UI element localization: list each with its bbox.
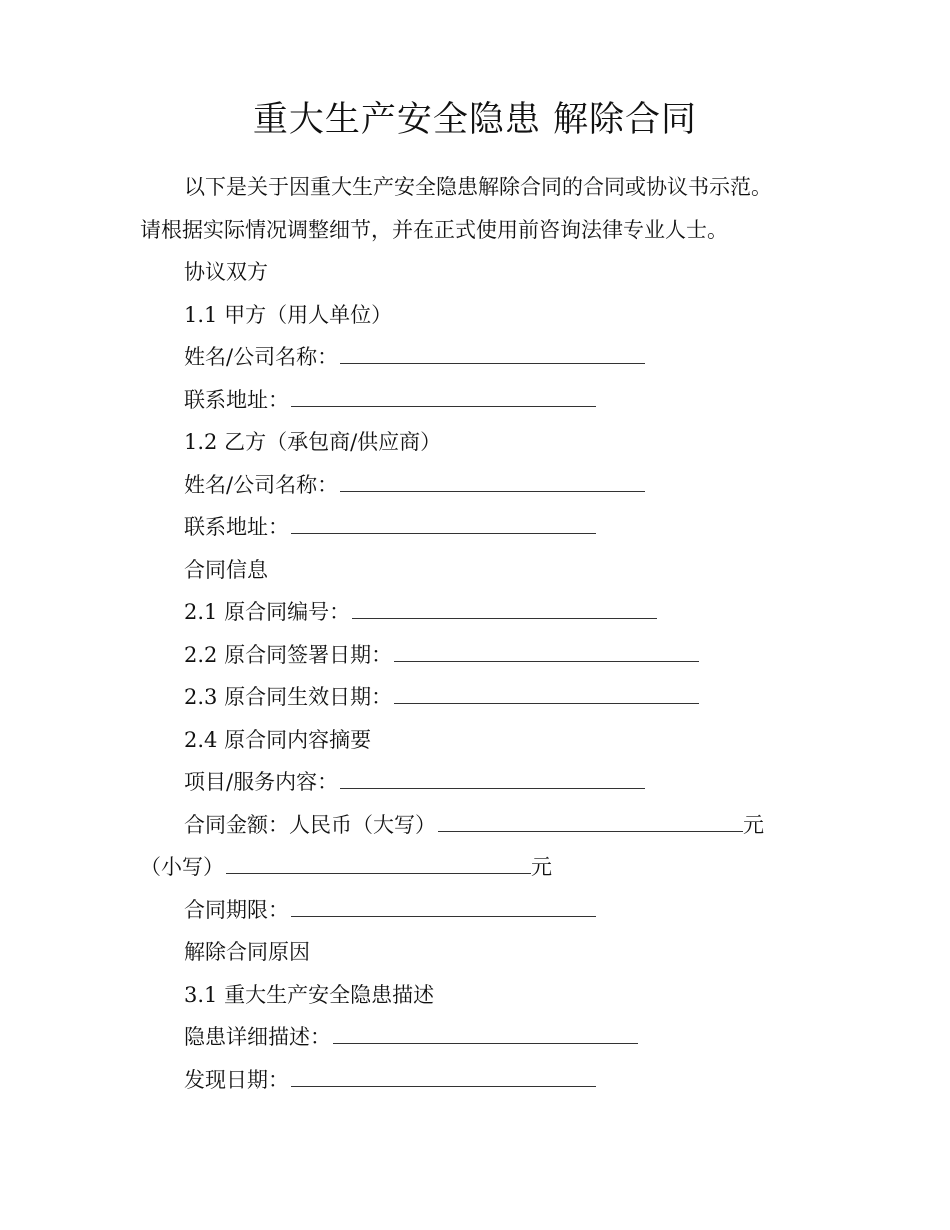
- service-label: 项目/服务内容：: [184, 770, 339, 794]
- service-row: [140, 761, 800, 804]
- effective-date-label: 2.3 原合同生效日期：: [184, 685, 393, 709]
- term-blank[interactable]: [291, 896, 596, 917]
- party-b-name-label: 姓名/公司名称：: [184, 472, 339, 497]
- party-a-name-row: [140, 336, 800, 379]
- party-a-name-label: 姓名/公司名称：: [184, 345, 339, 369]
- party-b-address-blank[interactable]: [291, 513, 596, 534]
- term-row: [140, 889, 800, 932]
- effective-date-row: [140, 676, 800, 719]
- party-b-name-row: [140, 464, 800, 507]
- hazard-detail-row: [140, 1016, 800, 1059]
- sign-date-label: 2.2 原合同签署日期：: [184, 642, 393, 667]
- amount-lower-blank[interactable]: [226, 853, 531, 874]
- party-b-address-row: [140, 506, 800, 549]
- party-a-heading: 1.1 甲方（用人单位）: [184, 302, 393, 327]
- sign-date-blank[interactable]: [394, 641, 699, 662]
- section-termination-heading: 解除合同原因: [184, 940, 310, 964]
- found-date-blank[interactable]: [291, 1066, 596, 1087]
- party-b-address-label: 联系地址：: [184, 515, 289, 539]
- summary-heading: 2.4 原合同内容摘要: [184, 727, 372, 752]
- section-parties-heading: 协议双方: [184, 260, 268, 284]
- party-a-name-blank[interactable]: [340, 343, 645, 364]
- amount-upper-row: [140, 804, 800, 847]
- term-label: 合同期限：: [184, 897, 289, 922]
- party-b-heading: 1.2 乙方（承包商/供应商）: [184, 430, 442, 454]
- found-date-row: [140, 1059, 800, 1102]
- document-title: 重大生产安全隐患 解除合同: [252, 100, 698, 140]
- amount-upper-blank[interactable]: [438, 811, 743, 832]
- intro-line-1: 以下是关于因重大生产安全隐患解除合同的合同或协议书示范。: [184, 175, 772, 199]
- amount-upper-unit: 元: [743, 812, 764, 837]
- intro-line-2: 请根据实际情况调整细节，并在正式使用前咨询法律专业人士。: [140, 217, 728, 242]
- amount-lower-label: （小写）: [140, 855, 224, 879]
- sign-date-row: [140, 634, 800, 677]
- contract-no-row: [140, 591, 800, 634]
- service-blank[interactable]: [340, 768, 645, 789]
- document-body: [140, 166, 800, 1101]
- effective-date-blank[interactable]: [394, 683, 699, 704]
- contract-no-blank[interactable]: [352, 598, 657, 619]
- party-a-address-blank[interactable]: [291, 386, 596, 407]
- amount-lower-row: [140, 846, 800, 889]
- hazard-detail-blank[interactable]: [333, 1023, 638, 1044]
- found-date-label: 发现日期：: [184, 1067, 289, 1092]
- party-a-address-label: 联系地址：: [184, 387, 289, 412]
- amount-upper-label: 合同金额：人民币（大写）: [184, 812, 436, 837]
- hazard-heading: 3.1 重大生产安全隐患描述: [184, 982, 435, 1007]
- contract-no-label: 2.1 原合同编号：: [184, 600, 351, 624]
- section-contract-heading: 合同信息: [184, 557, 268, 582]
- hazard-detail-label: 隐患详细描述：: [184, 1025, 331, 1049]
- party-b-name-blank[interactable]: [340, 471, 645, 492]
- amount-lower-unit: 元: [531, 855, 552, 879]
- party-a-address-row: [140, 379, 800, 422]
